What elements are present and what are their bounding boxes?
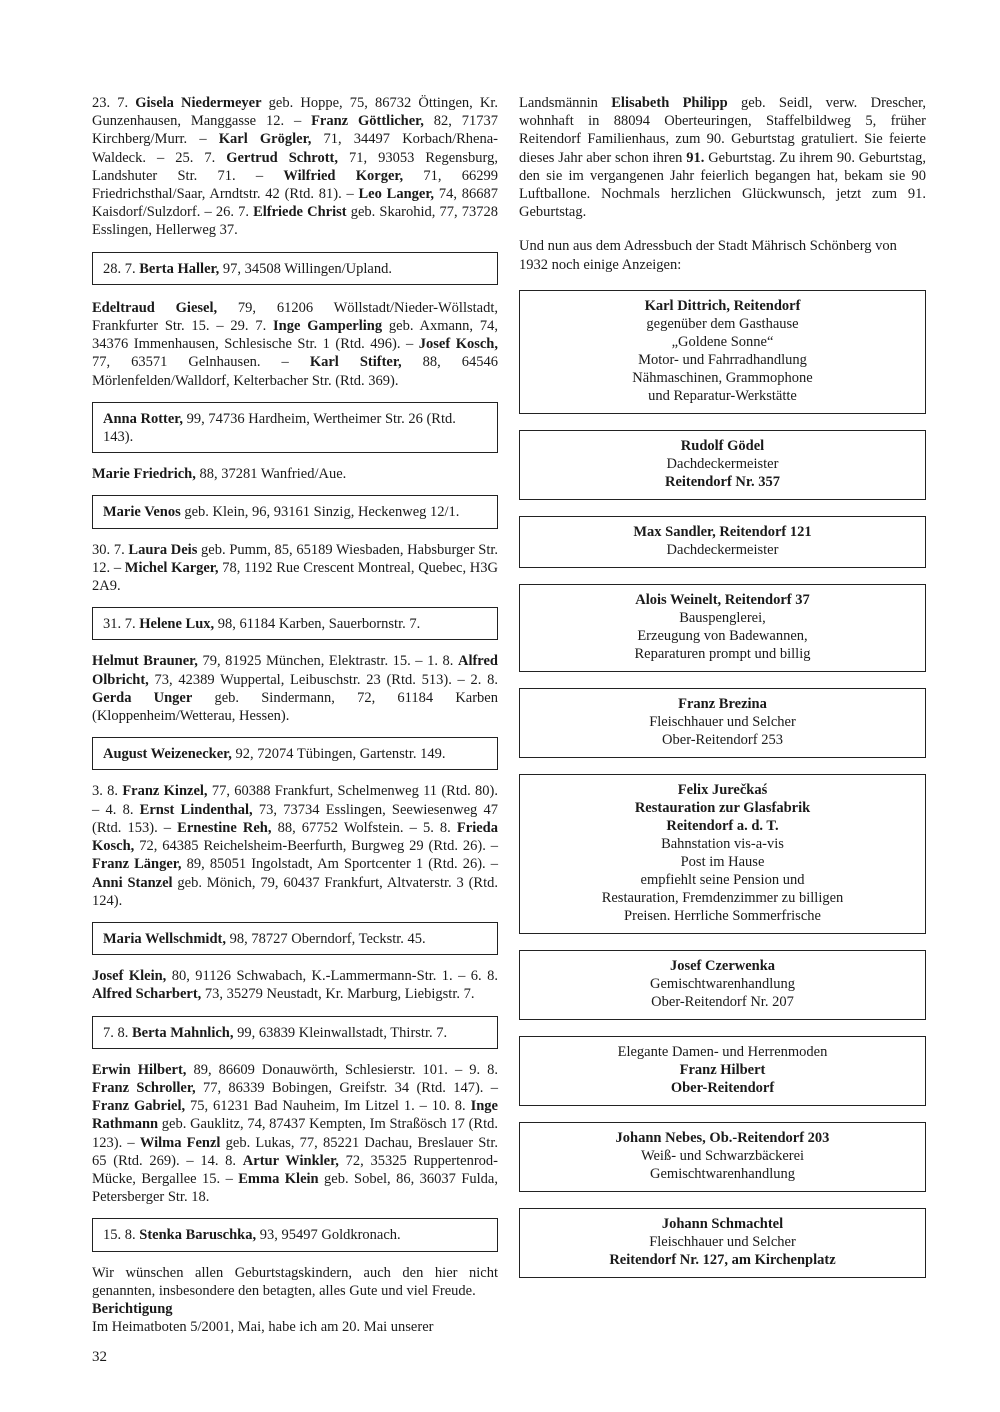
advertisement-heading: Franz Brezina [678,695,767,712]
birthday-paragraph [519,94,926,221]
text-run: 77, 86339 Bobingen, Greifstr. 34 (Rtd. 147). – [195,1079,498,1096]
birthday-paragraph [92,541,498,596]
text-run: 82, 71737 Kirchberg/Murr. – [92,113,499,148]
advertisement-line: Motor- und Fahrradhandlung [638,351,807,368]
text-run: Wir wünschen allen Geburtstagskindern, auch den hier nicht genannten, insbesondere den betagten, alles Gute und viel Freude. [92,1264,498,1299]
intro-paragraph [519,237,926,273]
person-name: Berta Haller, [139,260,220,277]
highlighted-birthday-box [92,1016,498,1049]
text-run: geb. Gauklitz, 74, 87437 Kempten, Im Straßösch 17 (Rtd. 123). – [92,1116,498,1151]
left-column [92,94,498,1336]
person-name: Gisela Niedermeyer [135,95,262,111]
right-column [519,94,926,1278]
advertisement-heading: Reitendorf Nr. 357 [664,473,781,490]
advertisement-line: Fleischhauer und Selcher [649,1233,796,1250]
birthday-paragraph [92,465,498,483]
highlighted-birthday-box [92,495,498,528]
person-name: Elfriede Christ [253,204,347,221]
person-name: Wilma Fenzl [139,1134,221,1151]
advertisement-line: Fleischhauer und Selcher [649,713,796,730]
person-name: Anni Stanzel [92,874,173,891]
advertisement-line: „Goldene Sonne“ [671,333,774,350]
text-run: 97, 34508 Willingen/Upland. [219,260,392,277]
birthday-paragraph [92,299,498,390]
section-heading: Berichtigung [92,1300,173,1317]
person-name: August Weizenecker, [103,746,232,763]
person-name: Franz Kinzel, [122,783,208,800]
text-run: 23. 7. [92,95,136,111]
highlighted-birthday-box [92,737,498,770]
advertisement-line: Ober-Reitendorf Nr. 207 [651,993,794,1010]
person-name: Gertrud Schrott, [226,149,339,166]
person-name: Inge Rathmann [92,1098,498,1133]
advertisement-line: Bahnstation vis-a-vis [661,835,784,852]
birthday-paragraph [92,1061,498,1207]
person-name: Franz Gabriel, [92,1098,186,1115]
person-name: Emma Klein [238,1170,319,1187]
advertisement-line: Restauration, Fremdenzimmer zu billigen [601,889,844,906]
advertisement-line: Post im Hause [680,853,765,870]
person-name: Josef Klein, [92,968,167,985]
person-name: Franz Schroller, [92,1079,196,1096]
text-run: 93, 95497 Goldkronach. [256,1227,401,1244]
text-run: Im Heimatboten 5/2001, Mai, habe ich am 20. Mai unserer [92,1319,434,1336]
birthday-paragraph [92,782,498,909]
advertisement-line: Preisen. Herrliche Sommerfrische [624,907,821,924]
text-run: 89, 85051 Ingolstadt, Am Sportcenter 1 (Rtd. 26). – [181,856,498,873]
text-run: 72, 35325 Ruppertenrod-Mücke, Bergallee 15. – [92,1152,498,1187]
highlighted-birthday-box [92,402,498,453]
text-run: 79, 81925 München, Elektrastr. 15. – 1. 8. [197,653,458,670]
person-name: Gerda Unger [92,689,193,706]
advertisement-heading: Karl Dittrich, Reitendorf [644,297,801,314]
advertisement-heading: Rudolf Gödel [680,437,765,454]
text-run: 80, 91126 Schwabach, K.-Lammermann-Str. 1. – 6. 8. [166,968,498,985]
text-run: Geburtstag. Zu ihrem 90. Geburtstag, den sie im vergangenen Jahr feierlich begangen hat, bekam sie 90 Luftballone. Nochmals herzlichen Glückwunsch, jetzt zum 91. Geburtstag. [519,149,927,221]
advertisement-heading: Franz Hilbert [679,1061,766,1078]
advertisement-box [519,688,926,758]
advertisement-box [519,1208,926,1278]
text-run: 28. 7. [103,260,140,277]
advertisement-line: Ober-Reitendorf 253 [662,731,783,748]
advertisement-line: Gemischtwarenhandlung [650,975,795,992]
person-name: Berta Mahnlich, [132,1024,234,1041]
advertisement-line: empfiehlt seine Pension und [640,871,805,888]
text-run: 31. 7. [103,616,140,633]
advertisement-heading: Max Sandler, Reitendorf 121 [633,523,812,540]
advertisement-box [519,430,926,500]
advertisement-heading: Felix Jurečkaś [677,781,768,798]
text-run: geb. Hoppe, 75, 86732 Öttingen, Kr. Gunzenhausen, Manggasse 12. – [92,95,498,130]
advertisement-box [519,516,926,568]
text-run: geb. Skarohid, 77, 73728 Esslingen, Hellerweg 37. [92,204,498,239]
person-name: Laura Deis [128,541,198,558]
text-run: geb. Lukas, 77, 85221 Dachau, Breslauer Str. 65 (Rtd. 269). – 14. 8. [92,1134,498,1169]
advertisement-heading: Ober-Reitendorf [670,1079,775,1096]
advertisement-heading: Johann Schmachtel [661,1215,784,1232]
advertisement-line: Gemischtwarenhandlung [650,1165,795,1182]
text-run: 73, 73734 Esslingen, Seewiesenweg 47 (Rtd. 153). – [92,801,498,836]
person-name: Frieda Kosch, [92,819,498,855]
advertisement-heading: Reitendorf a. d. T. [666,817,779,834]
advertisement-box [519,584,926,672]
advertisement-heading: Alois Weinelt, Reitendorf 37 [635,591,810,608]
advertisement-line: Bauspenglerei, [679,609,766,626]
person-name: Karl Grögler, [218,131,312,148]
advertisement-line: Dachdeckermeister [666,455,779,472]
person-name: Karl Stifter, [309,354,402,371]
text-run: geb. Mönich, 79, 60437 Frankfurt, Altvaterstr. 3 (Rtd. 124). [92,874,498,909]
person-name: Edeltraud Giesel, [92,299,218,316]
person-name: Franz Länger, [92,856,182,873]
closing-wishes [92,1264,498,1300]
advertisement-line: Elegante Damen- und Herrenmoden [617,1043,828,1060]
text-run: 3. 8. [92,783,123,800]
text-run: geb. Seidl, verw. Drescher, wohnhaft in 88094 Oberteuringen, Staffelbildweg 5, früher Reitendorf Familienhaus, zum 90. Geburtstag gratuliert. Sie feierte dieses Jahr aber schon ihren [519,95,926,166]
text-run: geb. Sindermann, 72, 61184 Karben (Kloppenheim/Wetterau, Hessen). [92,689,498,725]
text-run: 88, 67752 Wolfstein. – 5. 8. [271,819,457,836]
advertisement-line: Erzeugung von Badewannen, [637,627,808,644]
text-run: 30. 7. [92,541,129,558]
text-run: 98, 61184 Karben, Sauerbornstr. 7. [214,616,421,633]
advertisement-line: Weiß- und Schwarzbäckerei [640,1147,805,1164]
text-run: Landsmännin [519,95,612,111]
person-name: Ernst Lindenthal, [139,801,253,818]
person-name: Elisabeth Philipp [611,95,728,111]
person-name: Maria Wellschmidt, [103,930,226,947]
text-run: 88, 64546 Mörlenfelden/Walldorf, Kelterbacher Str. (Rtd. 369). [92,354,499,389]
person-name: Artur Winkler, [242,1152,339,1169]
person-name: Wilfried Korger, [283,167,404,184]
text-run: 78, 1192 Rue Crescent Montreal, Quebec, H3G 2A9. [92,559,499,595]
person-name: Helmut Brauner, [92,653,198,670]
person-name: Michel Karger, [124,559,219,576]
person-name: Marie Venos [103,504,181,521]
page-number: 32 [92,1349,107,1365]
text-run: 71, 66299 Friedrichsthal/Saar, Arndtstr. 42 (Rtd. 81). – [92,167,499,203]
advertisement-box [519,1036,926,1106]
text-run: 72, 64385 Reichelsheim-Beerfurth, Burgweg 29 (Rtd. 26). – [134,838,498,855]
text-run: 88, 37281 Wanfried/Aue. [195,466,347,483]
text-run: 77, 60388 Frankfurt, Schelmenweg 11 (Rtd. 80). – 4. 8. [92,783,498,818]
advertisement-box [519,950,926,1020]
text-run: 73, 35279 Neustadt, Kr. Marburg, Liebigstr. 7. [201,986,475,1003]
text-run: 99, 63839 Kleinwallstadt, Thirstr. 7. [233,1024,448,1041]
advertisement-line: und Reparatur-Werkstätte [648,387,797,404]
highlighted-birthday-box [92,252,498,285]
person-name: Ernestine Reh, [177,819,272,836]
person-name: Inge Gamperling [273,318,383,335]
text-run: 7. 8. [103,1024,132,1041]
birthday-paragraph [92,652,498,725]
person-name: Alfred Scharbert, [92,986,202,1003]
person-name: Marie Friedrich, [92,466,196,483]
person-name: Alfred Olbricht, [92,653,498,688]
highlighted-birthday-box [92,1218,498,1251]
text-run: 71, 93053 Regensburg, Landshuter Str. 71. – [92,149,498,184]
text-run: 73, 42389 Wuppertal, Leibuschstr. 23 (Rtd. 513). – 2. 8. [148,671,498,688]
advertisement-box [519,1122,926,1192]
person-name: Anna Rotter, [103,410,184,427]
correction-paragraph [92,1318,498,1336]
text-run: Und nun aus dem Adressbuch der Stadt Mährisch Schönberg von 1932 noch einige Anzeigen: [519,238,897,273]
advertisement-box [519,290,926,414]
text-run: 98, 78727 Oberndorf, Teckstr. 45. [225,930,426,947]
advertisement-line: Dachdeckermeister [666,541,779,558]
birthday-paragraph [92,94,498,240]
advertisement-heading: Reitendorf Nr. 127, am Kirchenplatz [609,1251,836,1268]
highlighted-birthday-box [92,922,498,955]
advertisement-heading: Josef Czerwenka [669,957,776,974]
text-run: 89, 86609 Donauwörth, Schlesierstr. 101. – 9. 8. [186,1061,498,1078]
advertisement-line: gegenüber dem Gasthause [646,315,799,332]
advertisement-line: Reparaturen prompt und billig [634,645,811,662]
person-name: Franz Göttlicher, [311,113,424,130]
advertisement-box [519,774,926,934]
text-run: geb. Klein, 96, 93161 Sinzig, Heckenweg 12/1. [180,504,460,521]
person-name: Erwin Hilbert, [92,1061,187,1078]
person-name: Helene Lux, [139,616,215,633]
advertisement-heading: Restauration zur Glasfabrik [634,799,811,816]
text-run: geb. Axmann, 74, 34376 Immenhausen, Schlesische Str. 1 (Rtd. 496). – [92,318,498,353]
highlighted-birthday-box [92,607,498,640]
text-run: 71, 34497 Korbach/Rhena-Waldeck. – 25. 7. [92,131,499,166]
advertisement-line: Nähmaschinen, Grammophone [632,369,813,386]
text-run: 74, 86687 Kaisdorf/Sulzdorf. – 26. 7. [92,186,498,221]
text-run: 15. 8. [103,1227,140,1244]
person-name: Josef Kosch, [418,336,498,353]
text-run: geb. Sobel, 86, 36037 Fulda, Petersberger Str. 18. [92,1170,498,1206]
text-run: 75, 61231 Bad Nauheim, Im Litzel 1. – 10. 8. [185,1098,471,1115]
text-run: geb. Pumm, 85, 65189 Wiesbaden, Habsburger Str. 12. – [92,541,499,576]
text-run: 77, 63571 Gelnhausen. – [92,354,310,371]
advertisement-list [519,290,926,1278]
text-run: 92, 72074 Tübingen, Gartenstr. 149. [231,746,446,763]
advertisement-heading: Johann Nebes, Ob.-Reitendorf 203 [615,1129,830,1146]
person-name: Leo Langer, [358,186,435,203]
person-name: 91. [686,149,705,166]
birthday-paragraph [92,967,498,1003]
text-run: 99, 74736 Hardheim, Wertheimer Str. 26 (Rtd. 143). [103,410,456,446]
person-name: Stenka Baruschka, [139,1227,257,1244]
text-run: 79, 61206 Wöllstadt/Nieder-Wöllstadt, Frankfurter Str. 15. – 29. 7. [92,299,498,335]
